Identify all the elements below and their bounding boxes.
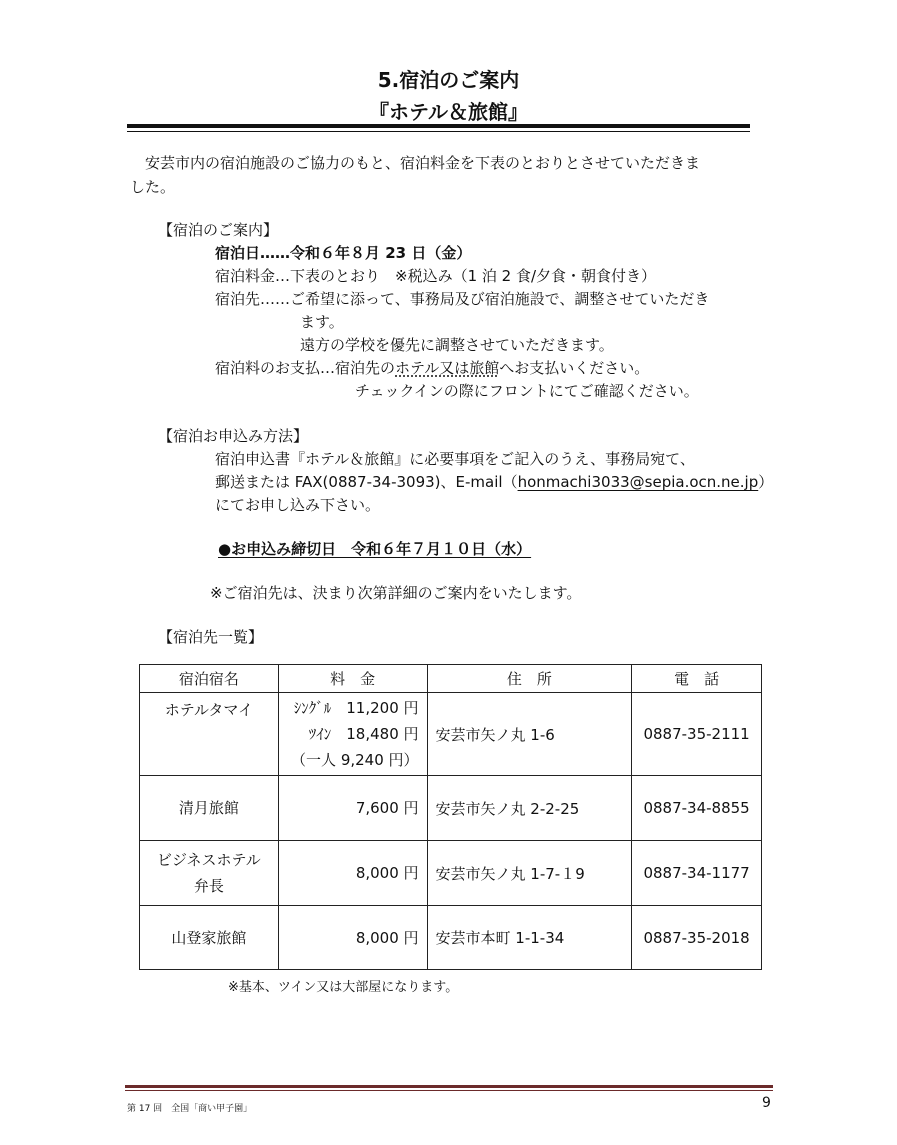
payment-underlined: ホテル又は旅館 xyxy=(395,359,500,377)
table-row xyxy=(140,776,762,841)
hotel-address: 安芸市矢ノ丸 1-6 xyxy=(427,693,632,776)
column-header-name: 宿泊宿名 xyxy=(140,665,279,693)
deadline: ●お申込み締切日 令和６年７月１０日（水） xyxy=(218,540,532,558)
hotel-name xyxy=(140,841,279,906)
hotel-tel: 0887-35-2111 xyxy=(632,693,762,776)
price-line: 8,000 円 xyxy=(355,864,419,882)
hotel-price xyxy=(278,776,427,841)
guide-fee: 宿泊料金…下表のとおり ※税込み（1 泊 2 食/夕食・朝食付き） xyxy=(215,267,657,285)
table-row xyxy=(140,841,762,906)
apply-note: ※ご宿泊先は、決まり次第詳細のご案内をいたします。 xyxy=(210,584,582,602)
price-line: ｼﾝｸﾞﾙ 11,200 円 xyxy=(293,699,419,717)
footer-text: 第 17 回 全国「商い甲子園」 xyxy=(127,1104,253,1114)
title-rule-thin xyxy=(127,131,750,132)
column-header-address: 住 所 xyxy=(427,665,632,693)
hotel-tel: 0887-34-8855 xyxy=(632,776,762,841)
apply-heading: 【宿泊お申込み方法】 xyxy=(158,427,309,445)
hotel-name-line: 弁長 xyxy=(193,877,224,895)
apply-line-3: にてお申し込み下さい。 xyxy=(215,496,381,514)
hotel-price xyxy=(278,906,427,970)
guide-payment-line-2: チェックインの際にフロントにてご確認ください。 xyxy=(355,382,699,400)
hotel-table xyxy=(139,664,762,970)
guide-place-line-3: 遠方の学校を優先に調整させていただきます。 xyxy=(300,336,614,354)
apply-line-2 xyxy=(215,471,773,492)
page-subtitle: 『ホテル＆旅館』 xyxy=(369,100,528,124)
hotel-name-line: 清月旅館 xyxy=(178,799,239,817)
price-line: （一人 9,240 円） xyxy=(291,751,419,769)
hotel-address: 安芸市矢ノ丸 1-7-１9 xyxy=(427,841,632,906)
hotel-name-line: 山登家旅館 xyxy=(171,928,247,947)
hotel-address: 安芸市矢ノ丸 2-2-25 xyxy=(427,776,632,841)
table-footnote: ※基本、ツイン又は大部屋になります。 xyxy=(228,980,459,995)
column-header-price: 料 金 xyxy=(278,665,427,693)
apply-line-2-suffix: ） xyxy=(758,473,774,491)
guide-heading: 【宿泊のご案内】 xyxy=(158,221,279,239)
hotel-name xyxy=(140,693,279,776)
hotel-price xyxy=(278,841,427,906)
email-link[interactable]: honmachi3033@sepia.ocn.ne.jp xyxy=(517,473,759,491)
price-line: ﾂｲﾝ 18,480 円 xyxy=(308,725,419,743)
hotel-name-line: ビジネスホテル xyxy=(156,851,261,869)
guide-place-line-2: ます。 xyxy=(300,313,344,331)
apply-line-1: 宿泊申込書『ホテル＆旅館』に必要事項をご記入のうえ、事務局宛て、 xyxy=(215,450,695,468)
apply-line-2-prefix: 郵送または FAX(0887-34-3093)、E-mail（ xyxy=(215,473,518,491)
footer-rule-thin xyxy=(125,1090,773,1091)
column-header-tel: 電 話 xyxy=(632,665,762,693)
price-line: 7,600 円 xyxy=(355,799,419,817)
page-title: 5.宿泊のご案内 xyxy=(377,68,520,92)
intro-line-1: 安芸市内の宿泊施設のご協力のもと、宿泊料金を下表のとおりとさせていただきま xyxy=(145,154,701,172)
payment-suffix: へお支払いください。 xyxy=(499,359,650,377)
table-row xyxy=(140,693,762,776)
guide-place-line-1: 宿泊先……ご希望に添って、事務局及び宿泊施設で、調整させていただき xyxy=(215,290,710,308)
payment-prefix: 宿泊料のお支払…宿泊先の xyxy=(215,359,396,377)
hotel-price xyxy=(278,693,427,776)
table-header-row xyxy=(140,665,762,693)
page-number: 9 xyxy=(762,1095,771,1111)
hotel-name xyxy=(140,776,279,841)
price-line: 8,000 円 xyxy=(355,928,419,947)
guide-payment xyxy=(215,357,649,378)
hotel-name xyxy=(140,906,279,970)
hotel-address: 安芸市本町 1-1-34 xyxy=(427,906,632,970)
table-row xyxy=(140,906,762,970)
title-rule-thick xyxy=(127,124,750,128)
footer-rule-thick xyxy=(125,1085,773,1088)
guide-date: 宿泊日……令和６年８月 23 日（金） xyxy=(215,244,472,262)
intro-line-2: した。 xyxy=(130,178,176,196)
hotel-name-line: ホテルタマイ xyxy=(164,701,254,719)
list-heading: 【宿泊先一覧】 xyxy=(158,628,264,646)
hotel-tel: 0887-35-2018 xyxy=(632,906,762,970)
hotel-tel: 0887-34-1177 xyxy=(632,841,762,906)
